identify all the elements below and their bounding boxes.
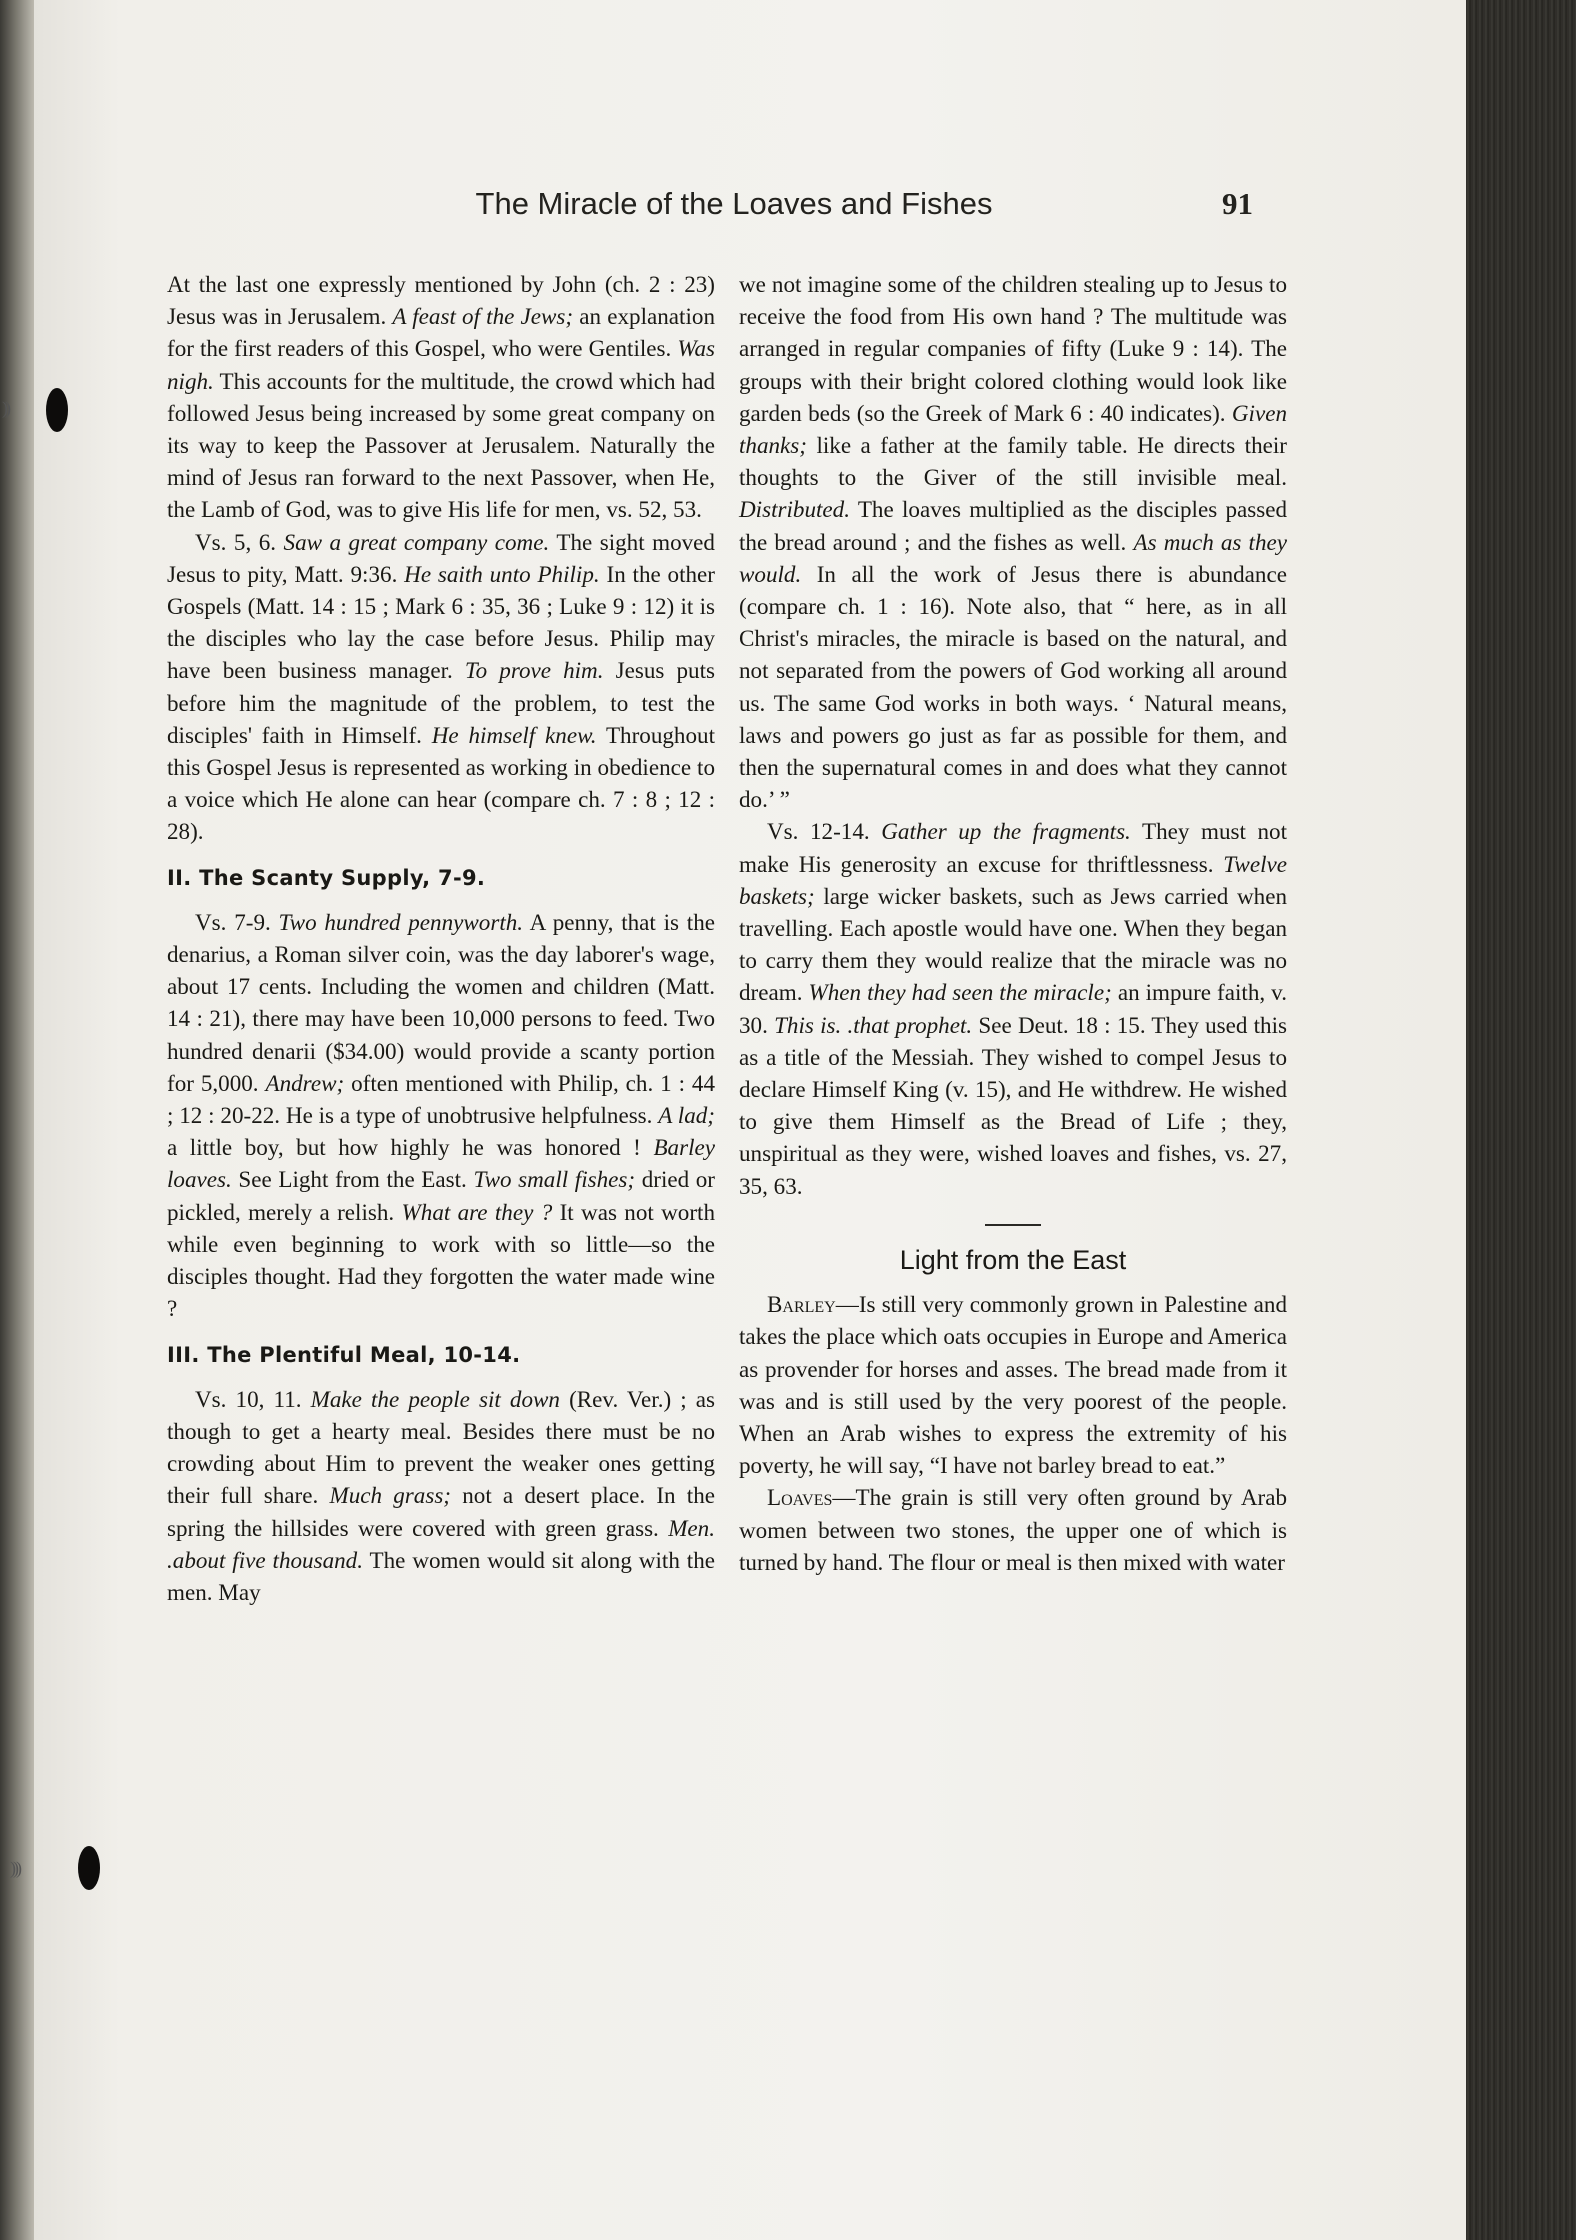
paragraph: At the last one expressly mentioned by John (ch. 2 : 23) Jesus was in Jerusalem. A feast of the Jews; an explanation for the first readers of this Gospel, who were Gentiles. Was nigh. This accounts for the multitude, the crowd which had followed Jesus being increased by some great company on its way to keep the Passover at Jerusalem. Naturally the mind of Jesus ran forward to the next Passover, when He, the Lamb of God, was to give His life for men, vs. 52, 53. bbox=[167, 271, 715, 523]
book-page bbox=[2, 0, 1466, 2240]
binding-edge bbox=[0, 0, 34, 2240]
left-column bbox=[167, 268, 715, 1608]
binder-hole-top bbox=[46, 388, 68, 432]
paragraph: Vs. 7-9. Two hundred pennyworth. A penny, that is the denarius, a Roman silver coin, was the day laborer's wage, about 17 cents. Including the women and children (Matt. 14 : 21), there may have been 10,000 persons to feed. Two hundred denarii ($34.00) would provide a scanty portion for 5,000. Andrew; often mentioned with Philip, ch. 1 : 44 ; 12 : 20-22. He is a type of unobtrusive helpfulness. A lad; a little boy, but how highly he was honored ! Barley loaves. See Light from the East. Two small fishes; dried or pickled, merely a relish. What are they ? It was not worth while even beginning to work with so little—so the disciples thought. Had they forgotten the water made wine ? bbox=[167, 908, 716, 1322]
paragraph: Vs. 5, 6. Saw a great company come. The sight moved Jesus to pity, Matt. 9:36. He saith unto Philip. In the other Gospels (Matt. 14 : 15 ; Mark 6 : 35, 36 ; Luke 9 : 12) it is the disciples who lay the case before Jesus. Philip may have been business manager. To prove him. Jesus puts before him the magnitude of the problem, to test the disciples' faith in Himself. He himself knew. Throughout this Gospel Jesus is represented as working in obedience to a voice which He alone can hear (compare ch. 7 : 8 ; 12 : 28). bbox=[167, 528, 715, 845]
right-column bbox=[739, 268, 1287, 1578]
running-title: The Miracle of the Loaves and Fishes bbox=[475, 186, 993, 221]
paragraph: Vs. 12-14. Gather up the fragments. They must not make His generosity an excuse for thriftlessness. Twelve baskets; large wicker baskets, such as Jews carried when travelling. Each apostle would have one. When they began to carry them they would realize that the miracle was no dream. When they had seen the miracle; an impure faith, v. 30. This is. .that prophet. See Deut. 18 : 15. They used this as a title of the Messiah. They wished to compel Jesus to declare Himself King (v. 15), and He withdrew. He wished to give them Himself as the Bread of Life ; they, unspiritual as they were, wished loaves and fishes, vs. 27, 35, 63. bbox=[739, 818, 1288, 1199]
section-heading: II. The Scanty Supply, 7-9. bbox=[167, 865, 486, 890]
hole-mark-bottom: ))) bbox=[10, 1858, 19, 1878]
paragraph: Vs. 10, 11. Make the people sit down (Rev. Ver.) ; as though to get a hearty meal. Besides there must be no crowding about Him to prevent the weaker ones getting their full share. Much grass; not a desert place. In the spring the hillsides were covered with green grass. Men. .about five thousand. The women would sit along with the men. May bbox=[167, 1385, 716, 1605]
page-header bbox=[34, 186, 1466, 246]
paragraph: Barley—Is still very commonly grown in Palestine and takes the place which oats occupies in Europe and America as provender for horses and asses. The bread made from it was and is still used by the very poorest of the people. When an Arab wishes to express the extremity of his poverty, he will say, “I have not barley bread to eat.” bbox=[739, 1291, 1287, 1479]
light-from-east-heading: Light from the East bbox=[899, 1244, 1127, 1275]
section-divider bbox=[985, 1224, 1041, 1226]
paragraph: Loaves—The grain is still very often ground by Arab women between two stones, the upper one of which is turned by hand. The flour or meal is then mixed with water bbox=[739, 1484, 1287, 1575]
binder-hole-bottom bbox=[78, 1846, 100, 1890]
page-number: 91 bbox=[1222, 186, 1253, 221]
section-heading: III. The Plentiful Meal, 10-14. bbox=[167, 1342, 521, 1367]
hole-mark-top: )) bbox=[2, 398, 8, 418]
paragraph: we not imagine some of the children stealing up to Jesus to receive the food from His own hand ? The multitude was arranged in regular companies of fifty (Luke 9 : 14). The groups with their bright colored clothing would look like garden beds (so the Greek of Mark 6 : 40 indicates). Given thanks; like a father at the family table. He directs their thoughts to the Giver of the still invisible meal. Distributed. The loaves multiplied as the disciples passed the bread around ; and the fishes as well. As much as they would. In all the work of Jesus there is abundance (compare ch. 1 : 16). Note also, that “ here, as in all Christ's miracles, the miracle is based on the natural, and not separated from the powers of God working all around us. The same God works in both ways. ‘ Natural means, laws and powers go just as far as possible for them, and then the supernatural comes in and does what they cannot do.’ ” bbox=[739, 271, 1288, 813]
page-stack-edge bbox=[1466, 0, 1576, 2240]
